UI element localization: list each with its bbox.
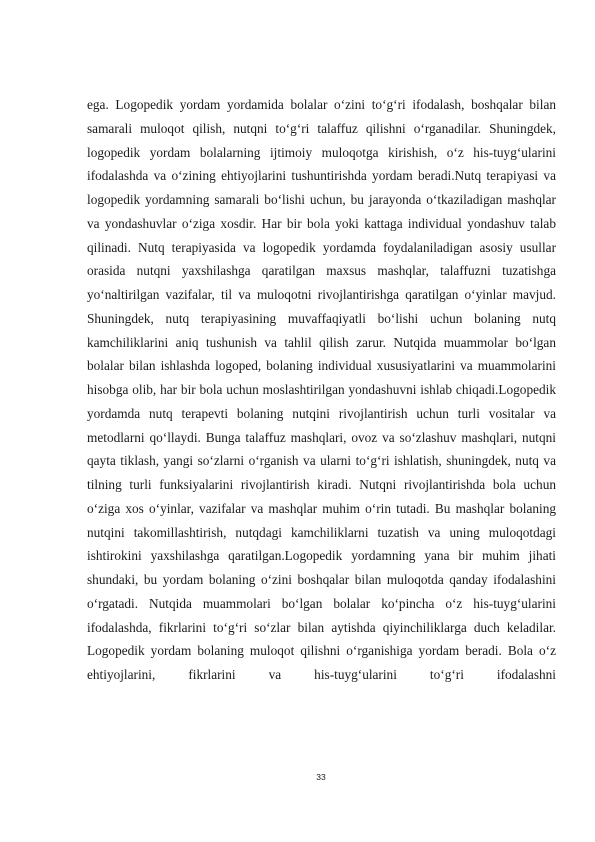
body-paragraph: ega. Logopedik yordam yordamida bolalar o‘zini to‘g‘ri ifodalash, boshqalar bilan samarali muloqot qilish, nutqni to‘g‘ri talaffuz qilishni o‘rganadilar. Shuningdek, logopedik yordam bolalarning ijtimoiy muloqotga kirishish, o‘z his-tuyg‘ularini ifodalashda va o‘zining ehtiyojlarini tushuntirishda yordam beradi.Nutq terapiyasi va logopedik yordamning samarali bo‘lishi uchun, bu jarayonda o‘tkaziladigan mashqlar va yondashuvlar o‘ziga xosdir. Har bir bola yoki kattaga individual yondashuv talab qilinadi. Nutq terapiyasida va logopedik yordamda foydalaniladigan asosiy usullar orasida nutqni yaxshilashga qaratilgan maxsus mashqlar, talaffuzni tuzatishga yo‘naltirilgan vazifalar, til va muloqotni rivojlantirishga qaratilgan o‘yinlar mavjud. Shuningdek, nutq terapiyasining muvaffaqiyatli bo‘lishi uchun bolaning nutq kamchiliklarini aniq tushunish va tahlil qilish zarur. Nutqida muammolar bo‘lgan bolalar bilan ishlashda logoped, bolaning individual xususiyatlarini va muammolarini hisobga olib, har bir bola uchun moslashtirilgan yondashuvni ishlab chiqadi.Logopedik yordamda nutq terapevti bolaning nutqini rivojlantirish uchun turli vositalar va metodlarni qo‘llaydi. Bunga talaffuz mashqlari, ovoz va so‘zlashuv mashqlari, nutqni qayta tiklash, yangi so‘zlarni o‘rganish va ularni to‘g‘ri ishlatish, shuningdek, nutq va tilning turli funksiyalarini rivojlantirish kiradi. Nutqni rivojlantirishda bola uchun o‘ziga xos o‘yinlar, vazifalar va mashqlar muhim o‘rin tutadi. Bu mashqlar bolaning nutqini takomillashtirish, nutqdagi kamchiliklarni tuzatish va uning muloqotdagi ishtirokini yaxshilashga qaratilgan.Logopedik yordamning yana bir muhim jihati shundaki, bu yordam bolaning o‘zini boshqalar bilan muloqotda qanday ifodalashini o‘rgatadi. Nutqida muammolari bo‘lgan bolalar ko‘pincha o‘z his-tuyg‘ularini ifodalashda, fikrlarini to‘g‘ri so‘zlar bilan aytishda qiyinchiliklarga duch keladilar. Logopedik yordam bolaning muloqot qilishni o‘rganishiga yordam beradi. Bola o‘z ehtiyojlarini, fikrlarini va his-tuyg‘ularini to‘g‘ri ifodalashni: [87, 97, 556, 682]
page-number: 33: [316, 772, 326, 782]
